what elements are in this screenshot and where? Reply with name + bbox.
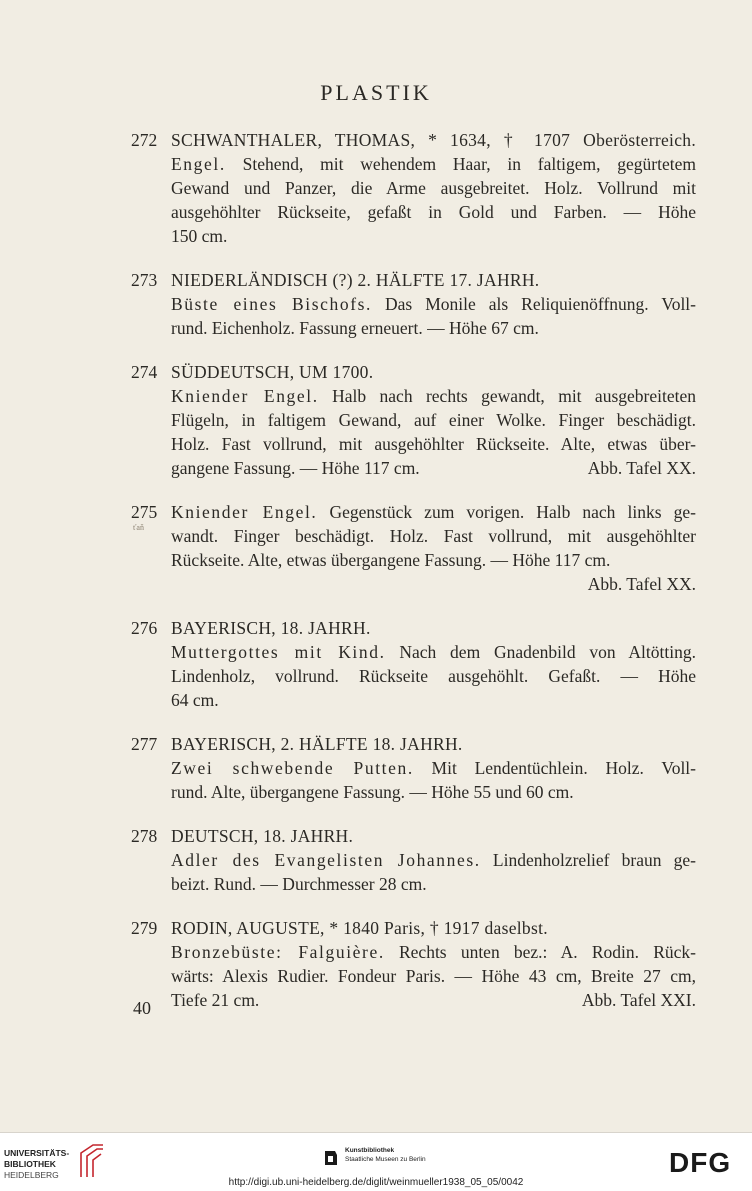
entry-text: Büste eines Bischofs. Das Monile als Reliquienöffnung. Voll- (171, 294, 696, 314)
dfg-logo: DFG (669, 1147, 732, 1178)
entry-text: ausgehöhlter Rückseite, gefaßt in Gold und Farben. — Höhe (171, 202, 696, 222)
entry-text: Kniender Engel. Halb nach rechts gewandt, mit ausgebreiteten (171, 386, 696, 406)
margin-annotation: ťaň (133, 523, 144, 532)
plate-reference: Abb. Tafel XXI. (581, 990, 696, 1010)
entry-text: Muttergottes mit Kind. Nach dem Gnadenbild von Altötting. (171, 642, 696, 662)
object-title: Engel. (171, 154, 226, 174)
partner-logo-text (345, 1146, 426, 1164)
entry-text: Flügeln, in faltigem Gewand, auf einer Wolke. Finger beschädigt. (171, 410, 696, 430)
object-title: Adler des Evangelisten Johannes. (171, 850, 481, 870)
entry-text: Kniender Engel. Gegenstück zum vorigen. Halb nach links ge- (171, 502, 696, 522)
library-line: BIBLIOTHEK (4, 1159, 56, 1169)
entry-text: wandt. Finger beschädigt. Holz. Fast vollrund, mit ausgehöhlter (171, 526, 696, 546)
entry-number: 272 (131, 130, 158, 150)
entry-number: 278 (131, 826, 158, 846)
entry-text: rund. Eichenholz. Fassung erneuert. — Höhe 67 cm. (171, 318, 539, 338)
entry-279 (0, 916, 752, 1012)
entry-276 (0, 616, 752, 712)
object-title: Kniender Engel. (171, 502, 318, 522)
entry-text: 64 cm. (171, 690, 219, 710)
entry-title: SCHWANTHALER, THOMAS, * 1634, † 1707 Oberösterreich. (171, 130, 696, 150)
source-url[interactable]: http://digi.ub.uni-heidelberg.de/diglit/weinmueller1938_05_05/0042 (228, 1177, 524, 1188)
entry-text (171, 988, 696, 1012)
plate-reference: Abb. Tafel XX. (587, 574, 696, 594)
entry-text: Engel. Stehend, mit wehendem Haar, in faltigem, gegürtetem (171, 154, 696, 174)
entry-272 (0, 128, 752, 248)
entry-text: Rückseite. Alte, etwas übergangene Fassung. — Höhe 117 cm. (171, 550, 611, 570)
entry-number: 273 (131, 270, 158, 290)
entry-number: 277 (131, 734, 158, 754)
library-line: UNIVERSITÄTS- (4, 1148, 70, 1158)
entry-text: Lindenholz, vollrund. Rückseite ausgehöhlt. Gefaßt. — Höhe (171, 666, 696, 686)
entry-title: RODIN, AUGUSTE, * 1840 Paris, † 1917 daselbst. (171, 918, 548, 938)
entry-title: BAYERISCH, 2. HÄLFTE 18. JAHRH. (171, 734, 463, 754)
entry-text: Zwei schwebende Putten. Mit Lendentüchlein. Holz. Voll- (171, 758, 696, 778)
library-logo-icon (79, 1143, 105, 1179)
entry-278 (0, 824, 752, 896)
object-title: Zwei schwebende Putten. (171, 758, 414, 778)
entry-title: BAYERISCH, 18. JAHRH. (171, 618, 371, 638)
entry-text: Adler des Evangelisten Johannes. Lindenholzrelief braun ge- (171, 850, 696, 870)
object-title: Büste eines Bischofs. (171, 294, 373, 314)
entry-text: beizt. Rund. — Durchmesser 28 cm. (171, 874, 427, 894)
entry-number: 274 (131, 362, 158, 382)
entry-number: 275 (131, 502, 158, 522)
entry-number: 276 (131, 618, 158, 638)
entry-text (171, 456, 696, 480)
page-heading: PLASTIK (320, 80, 432, 105)
museum-logo-icon (323, 1149, 339, 1167)
entry-text: Holz. Fast vollrund, mit ausgehöhlter Rückseite. Alte, etwas über- (171, 434, 696, 454)
object-title: Muttergottes mit Kind. (171, 642, 386, 662)
entry-title: SÜDDEUTSCH, UM 1700. (171, 362, 374, 382)
entry-text: wärts: Alexis Rudier. Fondeur Paris. — Höhe 43 cm, Breite 27 cm, (171, 966, 696, 986)
entry-text-tail: Tiefe 21 cm. (171, 990, 260, 1010)
entry-text-tail: gangene Fassung. — Höhe 117 cm. (171, 458, 420, 478)
entry-number: 279 (131, 918, 158, 938)
entry-text: Bronzebüste: Falguière. Rechts unten bez.: A. Rodin. Rück- (171, 942, 696, 962)
library-line: HEIDELBERG (4, 1170, 59, 1180)
object-title: Bronzebüste: Falguière. (171, 942, 385, 962)
entry-277 (0, 732, 752, 804)
entry-title: DEUTSCH, 18. JAHRH. (171, 826, 354, 846)
entry-text: Gewand und Panzer, die Arme ausgebreitet. Holz. Vollrund mit (171, 178, 696, 198)
page-number: 40 (133, 998, 151, 1018)
entry-273 (0, 268, 752, 340)
partner-line: Kunstbibliothek (345, 1147, 395, 1154)
entry-text: rund. Alte, übergangene Fassung. — Höhe 55 und 60 cm. (171, 782, 574, 802)
entry-title: NIEDERLÄNDISCH (?) 2. HÄLFTE 17. JAHRH. (171, 270, 540, 290)
plate-reference: Abb. Tafel XX. (587, 458, 696, 478)
entry-275 (0, 500, 752, 596)
entry-text: 150 cm. (171, 226, 228, 246)
entry-274 (0, 360, 752, 480)
entry-list (0, 128, 752, 1032)
object-title: Kniender Engel. (171, 386, 319, 406)
partner-line: Staatliche Museen zu Berlin (345, 1156, 426, 1163)
